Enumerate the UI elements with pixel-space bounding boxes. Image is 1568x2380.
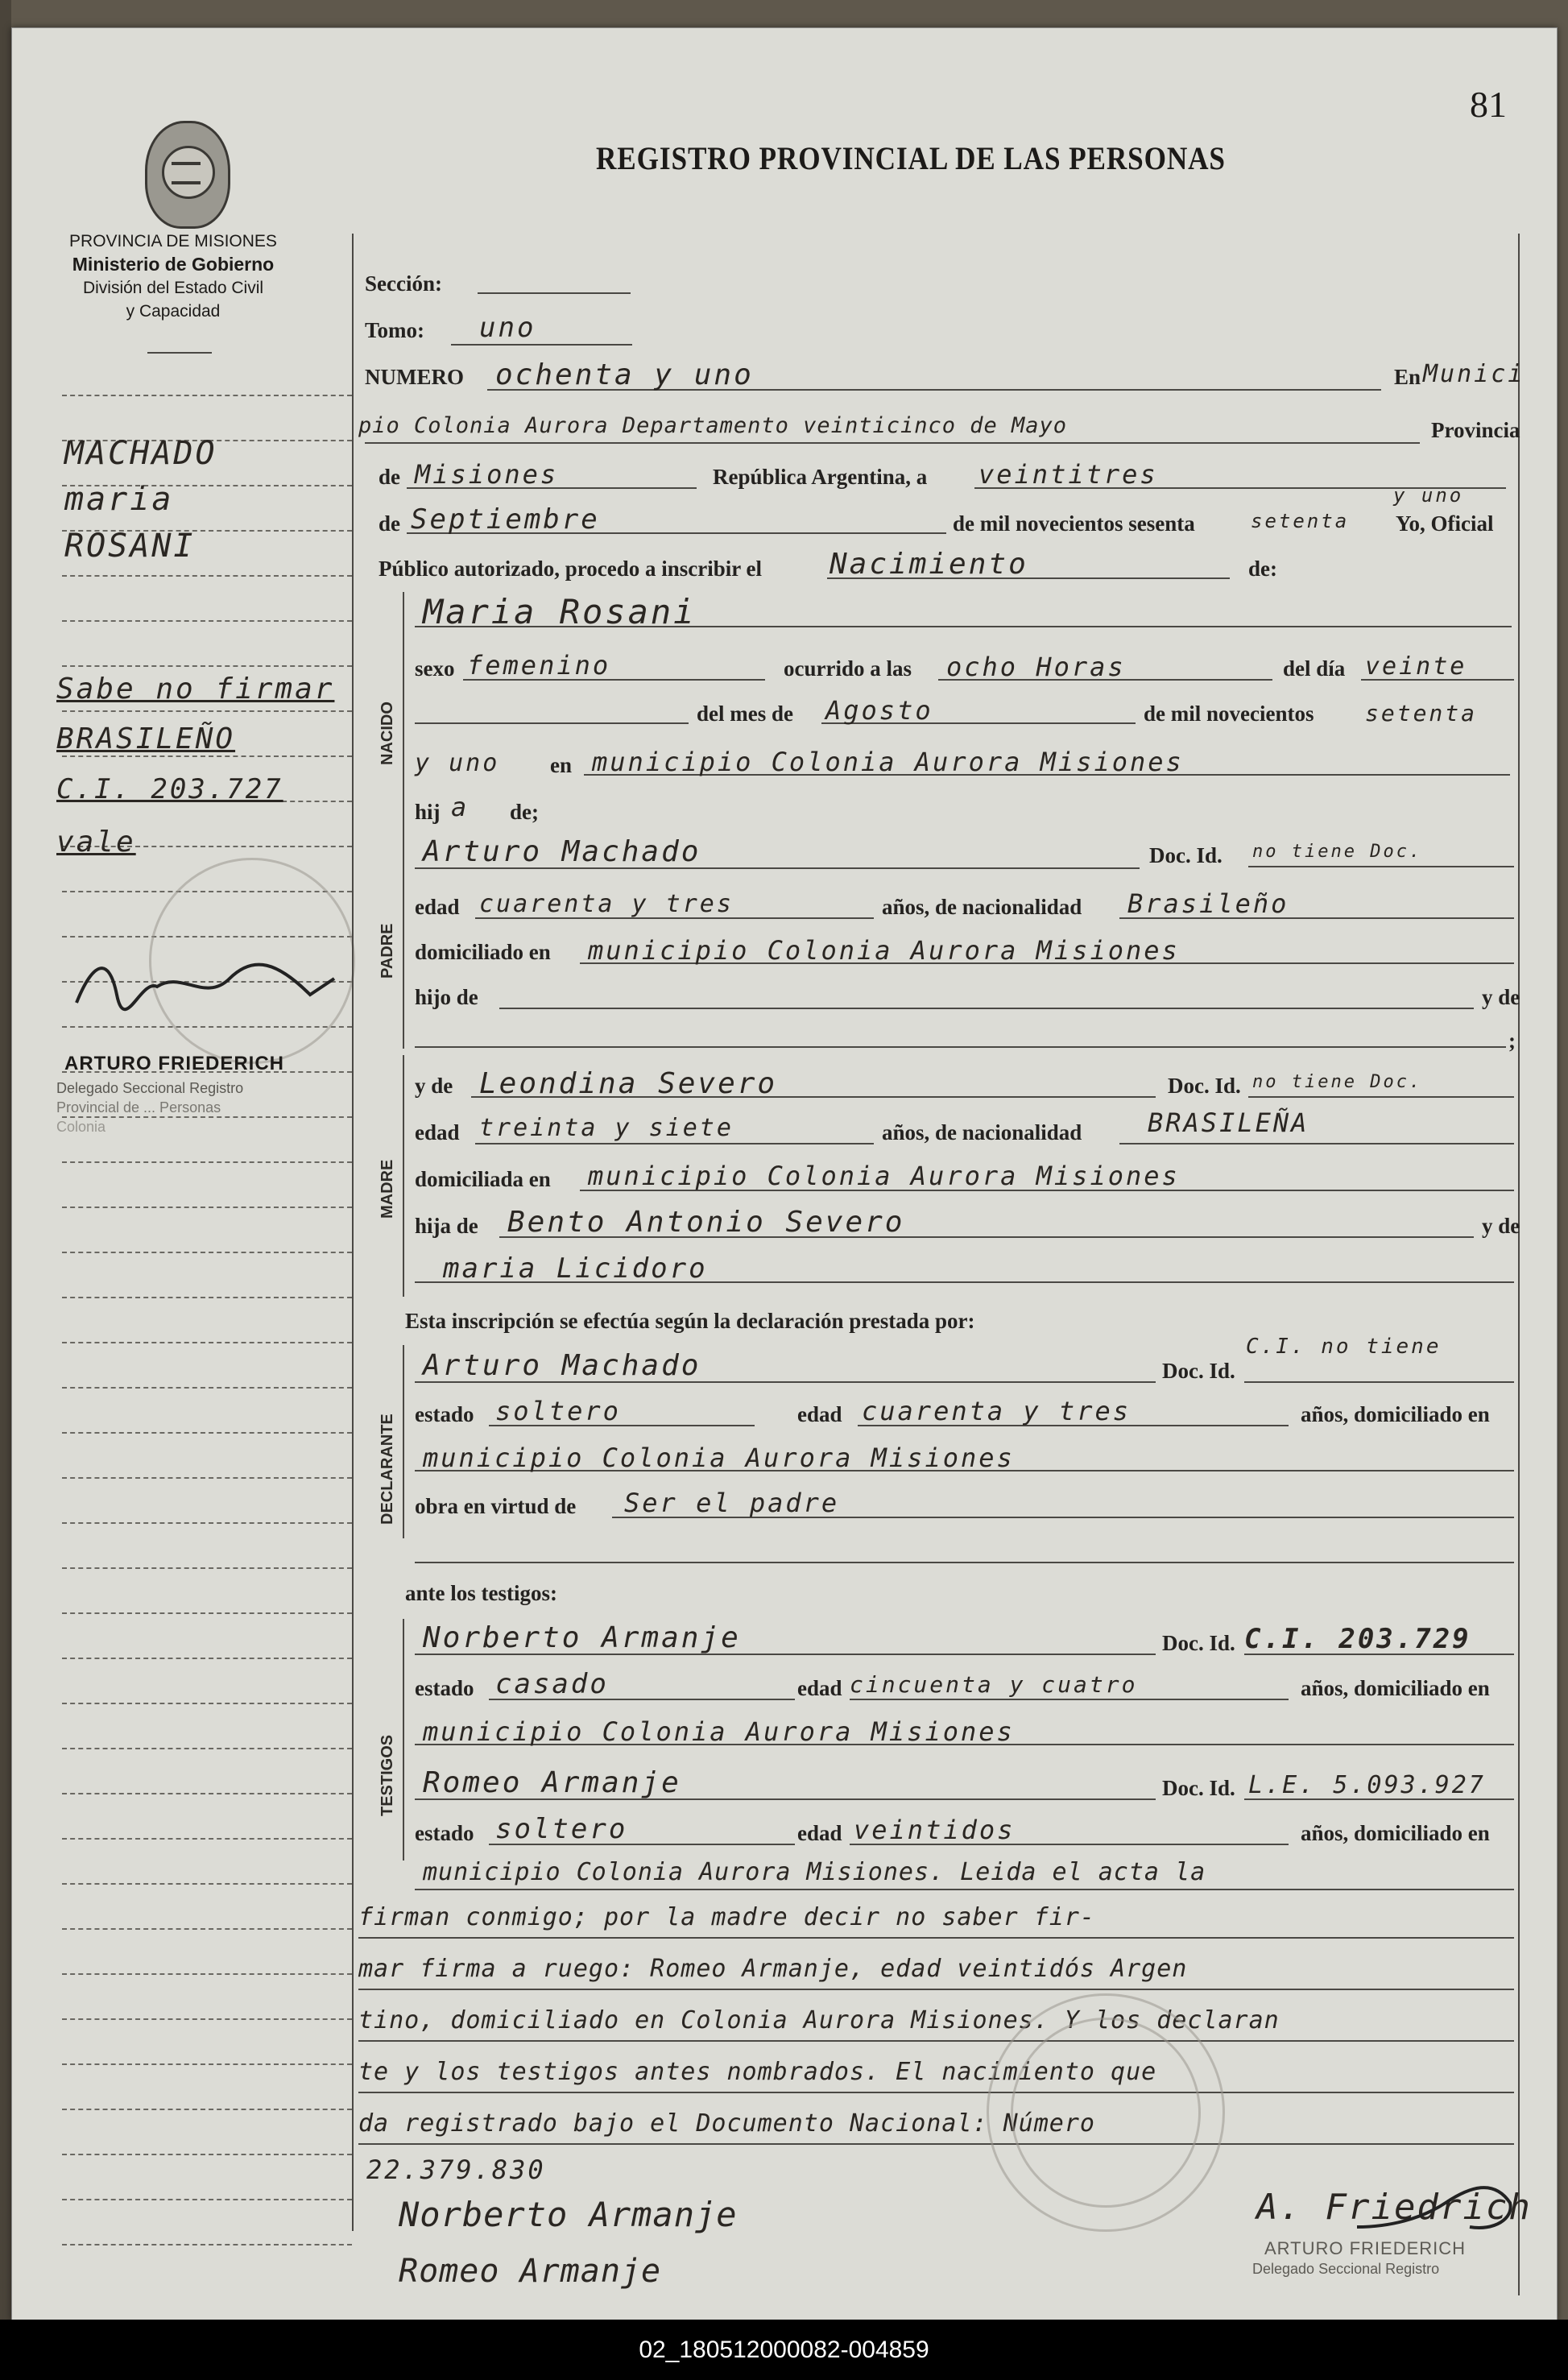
- margin-surname: MACHADO: [64, 435, 217, 472]
- file-name-caption: 02_180512000082-004859: [639, 2337, 929, 2363]
- margin-rule-line: [62, 2244, 352, 2245]
- value-hora: ocho Horas: [946, 652, 1126, 682]
- value-t2-estado: soltero: [495, 1813, 628, 1845]
- margin-rule-line: [62, 665, 352, 667]
- value-madre-dom: municipio Colonia Aurora Misiones: [588, 1161, 1180, 1191]
- closing-rule-line: [358, 2040, 1514, 2042]
- label-t2-estado: estado: [415, 1821, 474, 1845]
- line-padre-madre: [415, 1046, 1506, 1048]
- line-madre-doc: [1248, 1096, 1514, 1098]
- label-provincia: Provincia: [1431, 418, 1520, 442]
- margin-rule-line: [62, 1658, 352, 1659]
- value-decl-estado: soltero: [495, 1396, 621, 1426]
- line-padre-doc: [1248, 866, 1514, 867]
- declarante-bracket: [403, 1345, 404, 1538]
- label-madre-anos: años, de nacionalidad: [882, 1120, 1082, 1144]
- label-publico: Público autorizado, procedo a inscribir el: [379, 557, 762, 581]
- label-t2-doc: Doc. Id.: [1162, 1776, 1235, 1800]
- value-madre-padre: Bento Antonio Severo: [507, 1206, 905, 1239]
- label-semicolon: ;: [1508, 1029, 1516, 1053]
- value-anio-nac: setenta: [1365, 700, 1478, 726]
- margin-rule-line: [62, 620, 352, 622]
- right-border: [1518, 234, 1520, 2295]
- madre-bracket: [403, 1055, 404, 1297]
- label-padre-dom: domiciliado en: [415, 940, 551, 964]
- value-padre-dom: municipio Colonia Aurora Misiones: [588, 935, 1180, 966]
- value-madre-nac: BRASILEÑA: [1148, 1107, 1309, 1138]
- label-padre-doc: Doc. Id.: [1149, 843, 1223, 867]
- margin-rule-line: [62, 1432, 352, 1434]
- label-sexo: sexo: [415, 656, 455, 681]
- left-border: [352, 234, 354, 2231]
- division-line2: y Capacidad: [126, 302, 221, 321]
- label-ocurrido: ocurrido a las: [784, 656, 912, 681]
- label-numero: NUMERO: [365, 365, 464, 389]
- value-decl-dom: municipio Colonia Aurora Misiones: [423, 1442, 1015, 1473]
- nacido-bracket: [403, 592, 404, 838]
- register-page: [11, 27, 1558, 2320]
- value-decl-obra: Ser el padre: [624, 1488, 840, 1518]
- signature-official: A. Friedrich: [1256, 2187, 1532, 2228]
- line-madre-nac: [1119, 1143, 1514, 1144]
- line-madre-edad: [475, 1143, 874, 1144]
- page-number: 81: [1470, 84, 1507, 125]
- label-decl-edad: edad: [797, 1402, 842, 1426]
- division-line1: División del Estado Civil: [82, 279, 264, 297]
- coat-of-arms-emblem: [145, 121, 230, 229]
- margin-rule-line: [62, 1567, 352, 1569]
- section-tab-padre: PADRE: [379, 923, 396, 979]
- label-madre-doc: Doc. Id.: [1168, 1074, 1241, 1098]
- label-hijo-de: hijo de: [415, 985, 478, 1009]
- margin-rule-line: [62, 1522, 352, 1524]
- value-padre-doc: no tiene Doc.: [1252, 842, 1423, 862]
- value-t2-nombre: Romeo Armanje: [423, 1766, 681, 1799]
- value-sesenta: setenta: [1251, 510, 1350, 532]
- margin-rule-line: [62, 1116, 352, 1118]
- value-en: Munici: [1423, 360, 1525, 388]
- line-decl-doc: [1244, 1381, 1514, 1383]
- margin-rule-line: [62, 710, 352, 712]
- label-obra: obra en virtud de: [415, 1494, 577, 1518]
- closing-rule-line: [358, 2092, 1514, 2093]
- margin-rule-line: [62, 1973, 352, 1975]
- value-padre-edad: cuarenta y tres: [479, 890, 734, 918]
- label-hija-de: hija de: [415, 1214, 478, 1238]
- label-t1-estado: estado: [415, 1676, 474, 1700]
- value-padre-nac: Brasileño: [1127, 888, 1289, 919]
- book-spine: [0, 0, 11, 2380]
- label-yo-oficial: Yo, Oficial: [1396, 511, 1494, 536]
- label-tomo: Tomo:: [365, 318, 425, 342]
- label-del-dia: del día: [1283, 656, 1346, 681]
- label-seccion: Sección:: [365, 271, 442, 296]
- margin-rule-line: [62, 755, 352, 757]
- value-madre-madre: maria Licidoro: [443, 1252, 708, 1285]
- value-anio-nac2: y uno: [415, 749, 500, 777]
- signature-testigo-2: Romeo Armanje: [399, 2253, 662, 2290]
- line-t2-dom: [415, 1889, 1514, 1890]
- value-hija: a: [451, 792, 470, 822]
- label-padre-y-de: y de: [1482, 985, 1520, 1009]
- value-provincia: Misiones: [415, 459, 559, 490]
- closing-line-5: da registrado bajo el Documento Nacional: Número: [358, 2109, 1095, 2138]
- value-t1-doc: C.I. 203.729: [1244, 1623, 1471, 1655]
- signature-testigo-1: Norberto Armanje: [399, 2195, 738, 2234]
- margin-rule-line: [62, 1838, 352, 1840]
- label-madre-y-de: y de: [1482, 1214, 1520, 1238]
- margin-note-line3: C.I. 203.727: [56, 773, 283, 805]
- line-municipio: [365, 442, 1420, 444]
- value-tomo: uno: [479, 312, 536, 344]
- margin-rule-line: [62, 1207, 352, 1208]
- margin-rule-line: [62, 1297, 352, 1298]
- margin-signature: [68, 946, 342, 1019]
- value-t1-edad: cincuenta y cuatro: [850, 1671, 1138, 1698]
- label-t1-edad: edad: [797, 1676, 842, 1700]
- margin-official-sub2: Colonia: [56, 1119, 106, 1135]
- label-t2-edad: edad: [797, 1821, 842, 1845]
- margin-rule-line: [62, 2109, 352, 2110]
- margin-rule-line: [62, 1342, 352, 1343]
- value-acto: Nacimiento: [830, 548, 1028, 581]
- label-t1-doc: Doc. Id.: [1162, 1631, 1235, 1655]
- margin-note-line1: Sabe no firmar: [56, 673, 335, 706]
- province-name: PROVINCIA DE MISIONES: [69, 232, 277, 250]
- margin-second-name: ROSANI: [64, 528, 196, 565]
- closing-line-2: mar firma a ruego: Romeo Armanje, edad veintidós Argen: [358, 1955, 1188, 1983]
- closing-line-3: tino, domiciliado en Colonia Aurora Misiones. Y los declaran: [358, 2006, 1280, 2034]
- margin-official-sub1: Provincial de ... Personas: [56, 1099, 221, 1115]
- section-tab-madre: MADRE: [379, 1159, 396, 1219]
- value-padre-nombre: Arturo Machado: [423, 835, 701, 868]
- label-padre-anos: años, de nacionalidad: [882, 895, 1082, 919]
- label-decl-anos: años, domiciliado en: [1301, 1402, 1490, 1426]
- value-madre-doc: no tiene Doc.: [1252, 1072, 1423, 1092]
- padre-bracket: [403, 838, 404, 1049]
- line-hijo-de: [499, 1008, 1474, 1009]
- closing-rule-line: [358, 2143, 1514, 2145]
- label-madre-dom: domiciliada en: [415, 1167, 551, 1191]
- margin-rule-line: [62, 1252, 352, 1253]
- margin-rule-line: [62, 1928, 352, 1930]
- label-ante: ante los testigos:: [405, 1581, 557, 1605]
- value-t2-edad: veintidos: [854, 1815, 1016, 1845]
- margin-rule-line: [62, 395, 352, 396]
- label-de-semi: de;: [510, 800, 539, 824]
- line-t1-edad: [850, 1699, 1289, 1700]
- closing-line-6: 22.379.830: [366, 2154, 546, 2185]
- page-title: REGISTRO PROVINCIAL DE LAS PERSONAS: [596, 140, 1226, 176]
- closing-line-4: te y los testigos antes nombrados. El nacimiento que: [358, 2058, 1157, 2086]
- value-nombre-nacido: Maria Rosani: [423, 592, 697, 631]
- label-padre-edad: edad: [415, 895, 460, 919]
- value-t2-dom: municipio Colonia Aurora Misiones. Leida el acta la: [423, 1858, 1206, 1886]
- value-yuno: y uno: [1393, 484, 1464, 507]
- label-republica: República Argentina, a: [713, 465, 928, 489]
- value-decl-edad: cuarenta y tres: [862, 1396, 1131, 1426]
- line-decl-blank: [415, 1562, 1514, 1563]
- label-en: En: [1394, 365, 1421, 389]
- margin-rule-line: [62, 2154, 352, 2155]
- value-madre-nombre: Leondina Severo: [479, 1067, 778, 1100]
- value-dia-nac: veinte: [1365, 652, 1467, 681]
- label-t1-anos: años, domiciliado en: [1301, 1676, 1490, 1700]
- value-decl-nombre: Arturo Machado: [423, 1349, 701, 1382]
- line-blank-dia: [415, 722, 689, 724]
- label-madre-y-de: y de: [415, 1074, 453, 1098]
- value-t1-nombre: Norberto Armanje: [423, 1621, 741, 1654]
- divider: [147, 352, 212, 354]
- margin-note-line4: vale: [56, 826, 136, 859]
- label-declaracion: Esta inscripción se efectúa según la declaración prestada por:: [405, 1309, 975, 1333]
- bottom-official-title: Delegado Seccional Registro: [1252, 2261, 1440, 2277]
- margin-rule-line: [62, 1883, 352, 1885]
- value-mes-inscripcion: Septiembre: [411, 503, 600, 536]
- institution-block: [44, 230, 302, 323]
- label-hij: hij: [415, 800, 441, 824]
- margin-rule-line: [62, 1161, 352, 1163]
- margin-rule-line: [62, 2018, 352, 2020]
- margin-first-name: maria: [64, 481, 174, 518]
- value-t2-doc: L.E. 5.093.927: [1248, 1771, 1486, 1799]
- value-madre-edad: treinta y siete: [479, 1114, 734, 1142]
- testigos-bracket: [403, 1619, 404, 1861]
- line-tomo: [451, 344, 632, 346]
- bottom-official-name: ARTURO FRIEDERICH: [1264, 2238, 1467, 2258]
- value-lugar-nac: municipio Colonia Aurora Misiones: [592, 747, 1184, 777]
- label-decl-doc: Doc. Id.: [1162, 1359, 1235, 1383]
- label-de-mes: de: [379, 511, 400, 536]
- margin-rule-line: [62, 2199, 352, 2200]
- margin-rule-line: [62, 1703, 352, 1704]
- value-t1-dom: municipio Colonia Aurora Misiones: [423, 1716, 1015, 1747]
- label-en-lugar: en: [550, 753, 572, 777]
- signature-flourish: [1349, 2171, 1522, 2243]
- value-municipio: pio Colonia Aurora Departamento veinticinco de Mayo: [358, 413, 1068, 438]
- closing-rule-line: [358, 1937, 1514, 1939]
- margin-rule-line: [62, 1748, 352, 1749]
- label-mil-sesenta: de mil novecientos sesenta: [953, 511, 1195, 536]
- label-del-mes: del mes de: [697, 702, 793, 726]
- margin-rule-line: [62, 1477, 352, 1479]
- section-tab-declarante: DECLARANTE: [379, 1414, 396, 1525]
- margin-note-line2: BRASILEÑO: [56, 722, 236, 755]
- label-de-provincia: de: [379, 465, 400, 489]
- ministry-name: Ministerio de Gobierno: [72, 254, 275, 275]
- label-decl-estado: estado: [415, 1402, 474, 1426]
- value-dia-inscripcion: veintitres: [978, 459, 1158, 490]
- label-mil-nov: de mil novecientos: [1144, 702, 1314, 726]
- margin-rule-line: [62, 1612, 352, 1614]
- value-mes-nac: Agosto: [825, 695, 933, 726]
- label-t2-anos: años, domiciliado en: [1301, 1821, 1490, 1845]
- closing-line-1: firman conmigo; por la madre decir no saber fir-: [358, 1903, 1095, 1931]
- margin-rule-line: [62, 1387, 352, 1389]
- label-madre-edad: edad: [415, 1120, 460, 1144]
- section-tab-nacido: NACIDO: [379, 702, 396, 765]
- margin-official-title: Delegado Seccional Registro: [56, 1080, 244, 1096]
- value-numero: ochenta y uno: [495, 358, 754, 391]
- value-sexo: femenino: [467, 650, 611, 681]
- closing-rule-line: [358, 1989, 1514, 1990]
- value-t1-estado: casado: [495, 1668, 609, 1700]
- bottom-official-seal-inner: [1011, 2018, 1201, 2208]
- margin-rule-line: [62, 1793, 352, 1794]
- value-decl-doc: C.I. no tiene: [1246, 1335, 1442, 1359]
- margin-rule-line: [62, 575, 352, 577]
- margin-rule-line: [62, 2063, 352, 2065]
- label-de-colon: de:: [1248, 557, 1277, 581]
- line-seccion: [478, 292, 631, 294]
- margin-official-name: ARTURO FRIEDERICH: [64, 1053, 284, 1074]
- section-tab-testigos: TESTIGOS: [379, 1734, 396, 1816]
